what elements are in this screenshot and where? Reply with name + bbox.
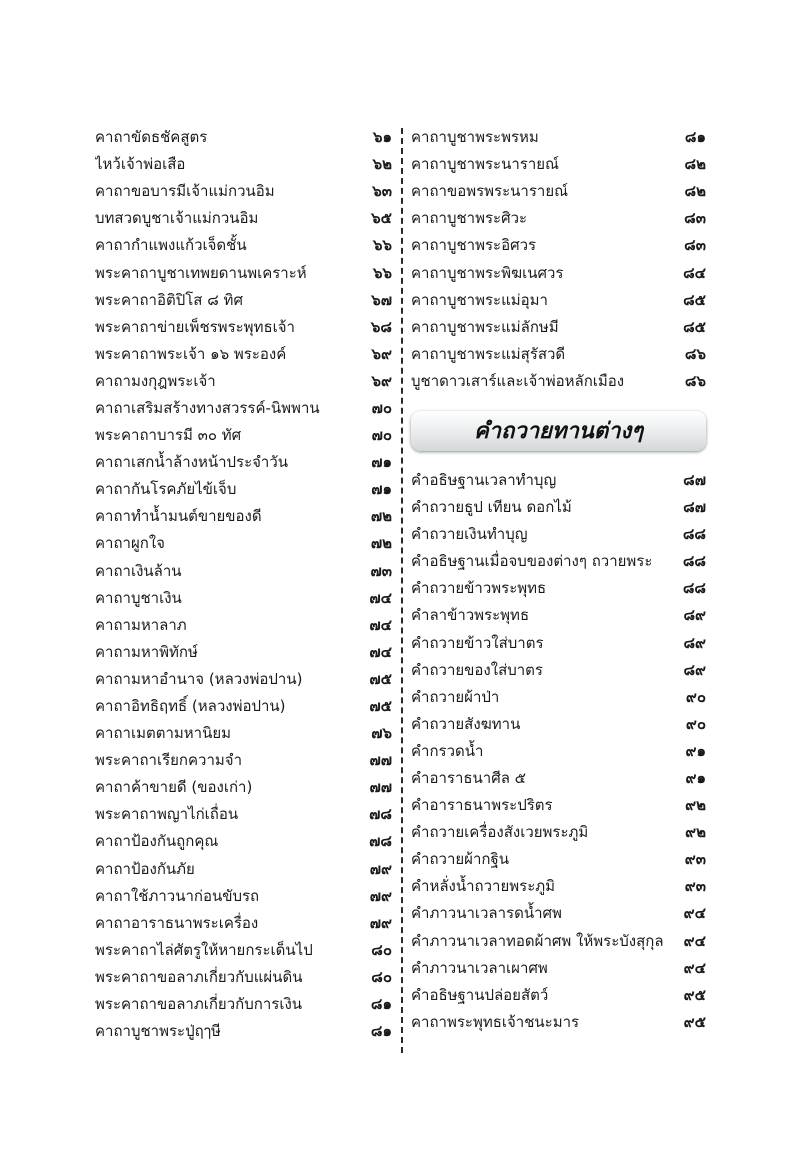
section-header-offerings [411, 411, 706, 451]
toc-entry-page: ๘๓ [684, 236, 706, 255]
toc-entry [411, 684, 706, 711]
toc-entry-page: ๘๔ [683, 263, 706, 282]
toc-entry-page: ๘๙ [683, 633, 706, 652]
toc-entry-page: ๙๔ [683, 904, 706, 923]
toc-entry [95, 801, 392, 828]
toc-entry-title: พระคาถาบารมี ๓๐ ทัศ [95, 426, 242, 445]
toc-entry-title: คำถวายข้าวใส่บาตร [411, 633, 544, 652]
toc-entry-title: คำถวายธูป เทียน ดอกไม้ [411, 498, 572, 517]
toc-entry-title: พระคาถาพระเจ้า ๑๖ พระองค์ [95, 344, 287, 363]
toc-entry-title: คาถาบูชาพระศิวะ [411, 209, 528, 228]
toc-entry-title: คาถาบูชาพระแม่สุรัสวดี [411, 344, 566, 363]
toc-entry-title: คำถวายเงินทำบุญ [411, 525, 528, 544]
toc-entry-page: ๘๙ [683, 660, 706, 679]
toc-entry [411, 792, 706, 819]
toc-entry [411, 982, 706, 1009]
toc-entry-page: ๘๑ [370, 1022, 392, 1041]
column-divider [401, 128, 403, 1053]
toc-entry [411, 900, 706, 927]
toc-entry [411, 205, 706, 232]
toc-entry-title: คำภาวนาเวลารดน้ำศพ [411, 904, 562, 923]
toc-entry-title: พระคาถาไล่ศัตรูให้หายกระเด็นไป [95, 940, 313, 959]
toc-entry-page: ๗๑ [371, 480, 392, 499]
toc-right-top-list [411, 124, 706, 395]
toc-entry-page: ๖๘ [370, 317, 392, 336]
toc-entry [95, 259, 392, 286]
toc-entry-title: ไหว้เจ้าพ่อเสือ [95, 155, 186, 174]
toc-entry-page: ๘๕ [683, 317, 706, 336]
toc-entry [95, 232, 392, 259]
toc-entry-page: ๙๒ [685, 796, 706, 815]
toc-entry [411, 928, 706, 955]
section-title: คำถวายทานต่างๆ [473, 418, 644, 445]
toc-entry-page: ๗๔ [369, 642, 392, 661]
toc-entry-title: คาถาผูกใจ [95, 534, 165, 553]
toc-entry [95, 612, 392, 639]
toc-entry-page: ๙๐ [685, 687, 706, 706]
toc-entry-title: คาถาเงินล้าน [95, 561, 182, 580]
toc-entry [95, 178, 392, 205]
toc-entry-title: คาถาขัดธชัคสูตร [95, 128, 208, 147]
toc-entry-page: ๘๘ [682, 552, 706, 571]
toc-entry-title: คาถาใช้ภาวนาก่อนขับรถ [95, 886, 260, 905]
toc-entry-page: ๘๓ [684, 209, 706, 228]
toc-entry [411, 341, 706, 368]
toc-entry-title: คำถวายเครื่องสังเวยพระภูมิ [411, 823, 589, 842]
toc-entry-page: ๙๓ [684, 877, 706, 896]
toc-entry-page: ๙๔ [683, 958, 706, 977]
toc-entry-page: ๖๗ [371, 290, 392, 309]
toc-entry [95, 964, 392, 991]
toc-entry-title: คาถาทำน้ำมนต์ขายของดี [95, 507, 262, 526]
toc-entry-title: คำอาราธนาพระปริตร [411, 796, 553, 815]
toc-entry [95, 774, 392, 801]
toc-entry-page: ๗๙ [369, 913, 392, 932]
toc-entry-page: ๖๙ [371, 371, 392, 390]
toc-entry-page: ๘๙ [683, 606, 706, 625]
toc-entry [95, 395, 392, 422]
toc-entry [411, 178, 706, 205]
toc-entry [411, 765, 706, 792]
toc-entry [411, 494, 706, 521]
toc-entry [411, 602, 706, 629]
toc-entry-title: คาถาพระพุทธเจ้าชนะมาร [411, 1012, 580, 1031]
toc-entry-page: ๘๖ [684, 371, 706, 390]
toc-entry [411, 232, 706, 259]
toc-entry [95, 883, 392, 910]
toc-entry [95, 666, 392, 693]
toc-entry-page: ๖๓ [372, 182, 392, 201]
toc-entry [95, 856, 392, 883]
toc-entry-title: คาถาขอพรพระนารายณ์ [411, 182, 569, 201]
toc-entry [411, 259, 706, 286]
toc-entry-page: ๙๒ [685, 823, 706, 842]
toc-entry-page: ๖๙ [371, 344, 392, 363]
toc-entry-page: ๘๑ [370, 995, 392, 1014]
toc-entry-title: คำอธิษฐานปล่อยสัตว์ [411, 985, 549, 1004]
toc-entry-page: ๘๒ [684, 182, 706, 201]
toc-entry-title: คำอธิษฐานเมื่อจบของต่างๆ ถวายพระ [411, 552, 653, 571]
toc-entry-title: คาถาป้องกันถูกคุณ [95, 832, 219, 851]
toc-entry [411, 955, 706, 982]
toc-entry [95, 937, 392, 964]
toc-entry-page: ๖๖ [372, 236, 392, 255]
toc-entry-page: ๘๕ [683, 290, 706, 309]
toc-entry-title: พระคาถาพญาไก่เถื่อน [95, 805, 239, 824]
toc-entry-page: ๗๒ [370, 534, 392, 553]
toc-entry-title: คาถาป้องกันภัย [95, 859, 195, 878]
toc-entry-page: ๗๘ [369, 832, 392, 851]
toc-entry [95, 287, 392, 314]
toc-entry [411, 368, 706, 395]
toc-entry-page: ๖๑ [372, 128, 392, 147]
toc-entry-title: คาถาบูชาพระนารายณ์ [411, 155, 559, 174]
toc-entry-title: คาถามหาอำนาจ (หลวงพ่อปาน) [95, 669, 303, 688]
toc-entry-page: ๗๔ [369, 588, 392, 607]
toc-entry [411, 1009, 706, 1036]
toc-entry [95, 910, 392, 937]
toc-entry-title: คาถาเมตตามหานิยม [95, 724, 232, 743]
toc-entry-page: ๖๒ [372, 155, 392, 174]
toc-entry [411, 287, 706, 314]
toc-entry-title: พระคาถาอิติปิโส ๘ ทิศ [95, 290, 243, 309]
toc-entry [411, 467, 706, 494]
toc-entry [411, 711, 706, 738]
toc-entry-title: คาถาเสริมสร้างทางสวรรค์-นิพพาน [95, 398, 320, 417]
toc-entry [95, 314, 392, 341]
toc-entry-page: ๙๑ [685, 769, 706, 788]
toc-entry-title: คำอธิษฐานเวลาทำบุญ [411, 470, 557, 489]
toc-entry-page: ๗๙ [369, 859, 392, 878]
toc-entry-title: คาถาค้าขายดี (ของเก่า) [95, 778, 253, 797]
toc-entry [411, 575, 706, 602]
toc-right-bottom-list [411, 467, 706, 1036]
toc-entry [411, 846, 706, 873]
toc-entry-title: พระคาถาขอลาภเกี่ยวกับแผ่นดิน [95, 967, 303, 986]
toc-entry [411, 151, 706, 178]
toc-entry-page: ๗๐ [371, 426, 392, 445]
toc-entry-page: ๗๔ [369, 615, 392, 634]
toc-entry-title: คาถากันโรคภัยไข้เจ็บ [95, 480, 237, 499]
toc-entry-title: คำถวายข้าวพระพุทธ [411, 579, 547, 598]
toc-right-column [411, 124, 706, 1036]
toc-entry-page: ๗๘ [369, 805, 392, 824]
toc-entry [95, 151, 392, 178]
toc-entry-page: ๗๙ [369, 886, 392, 905]
toc-entry-page: ๗๕ [369, 669, 392, 688]
toc-entry-page: ๘๗ [683, 470, 706, 489]
toc-entry-title: คาถามงกุฎพระเจ้า [95, 371, 216, 390]
toc-entry-page: ๙๕ [683, 985, 706, 1004]
toc-entry-title: คาถามหาลาภ [95, 615, 187, 634]
toc-entry [411, 314, 706, 341]
toc-entry [411, 548, 706, 575]
toc-entry-title: คาถามหาพิทักษ์ [95, 642, 198, 661]
toc-entry [411, 630, 706, 657]
toc-entry-title: คาถาอาราธนาพระเครื่อง [95, 913, 259, 932]
toc-entry-page: ๖๕ [371, 209, 392, 228]
toc-entry [95, 503, 392, 530]
toc-entry-title: คาถาบูชาพระพิฆเนศวร [411, 263, 564, 282]
toc-entry [95, 476, 392, 503]
toc-entry-title: พระคาถาขอลาภเกี่ยวกับการเงิน [95, 995, 303, 1014]
toc-entry-page: ๙๔ [683, 931, 706, 950]
toc-entry-title: คำภาวนาเวลาเผาศพ [411, 958, 548, 977]
toc-entry [411, 738, 706, 765]
toc-entry-page: ๙๕ [683, 1012, 706, 1031]
toc-entry-title: คำอาราธนาศีล ๕ [411, 769, 527, 788]
toc-entry-page: ๗๗ [369, 778, 392, 797]
toc-entry-page: ๙๑ [685, 741, 706, 760]
toc-entry-title: พระคาถาข่ายเพ็ชรพระพุทธเจ้า [95, 317, 295, 336]
toc-entry [411, 657, 706, 684]
toc-entry-page: ๘๑ [684, 128, 706, 147]
toc-entry-title: คำถวายผ้ากฐิน [411, 850, 509, 869]
toc-entry [411, 124, 706, 151]
toc-entry-title: บูชาดาวเสาร์และเจ้าพ่อหลักเมือง [411, 371, 625, 390]
toc-entry-page: ๗๕ [369, 697, 392, 716]
toc-entry-title: คาถาบูชาพระแม่อุมา [411, 290, 548, 309]
toc-left-column [95, 124, 392, 1045]
toc-entry [411, 873, 706, 900]
toc-entry-title: พระคาถาบูชาเทพยดานพเคราะห์ [95, 263, 307, 282]
toc-entry [95, 449, 392, 476]
toc-entry-page: ๘๘ [682, 525, 706, 544]
toc-entry-title: คำลาข้าวพระพุทธ [411, 606, 530, 625]
toc-entry-title: บทสวดบูชาเจ้าแม่กวนอิม [95, 209, 259, 228]
toc-entry [95, 558, 392, 585]
toc-entry-title: คาถาอิทธิฤทธิ์ (หลวงพ่อปาน) [95, 697, 286, 716]
toc-entry [95, 828, 392, 855]
toc-entry-page: ๗๗ [369, 751, 392, 770]
toc-entry-page: ๙๓ [684, 850, 706, 869]
toc-entry-title: คาถาบูชาพระแม่ลักษมี [411, 317, 559, 336]
toc-entry-page: ๘๘ [682, 579, 706, 598]
toc-entry-title: พระคาถาเรียกความจำ [95, 751, 242, 770]
toc-entry [95, 639, 392, 666]
toc-entry [95, 991, 392, 1018]
toc-entry-page: ๘๒ [684, 155, 706, 174]
toc-entry-page: ๘๖ [684, 344, 706, 363]
toc-entry [95, 585, 392, 612]
toc-entry [95, 693, 392, 720]
toc-entry [95, 720, 392, 747]
toc-entry-title: คาถาบูชาพระปู่ฤๅษี [95, 1022, 221, 1041]
toc-entry-title: คาถาบูชาพระพรหม [411, 128, 539, 147]
toc-entry-page: ๗๒ [370, 507, 392, 526]
toc-entry [411, 521, 706, 548]
toc-entry-title: คาถากำแพงแก้วเจ็ดชั้น [95, 236, 247, 255]
toc-entry [95, 124, 392, 151]
toc-entry [95, 530, 392, 557]
toc-entry [95, 341, 392, 368]
toc-entry-title: คาถาเสกน้ำล้างหน้าประจำวัน [95, 453, 289, 472]
toc-entry-page: ๗๑ [371, 453, 392, 472]
toc-entry-title: คำหลั่งน้ำถวายพระภูมิ [411, 877, 556, 896]
toc-entry [95, 368, 392, 395]
toc-entry-title: คำถวายสังฆทาน [411, 714, 521, 733]
toc-entry-title: คำถวายของใส่บาตร [411, 660, 543, 679]
toc-entry-title: คำภาวนาเวลาทอดผ้าศพ ให้พระบังสุกุล [411, 931, 664, 950]
toc-entry-page: ๗๓ [370, 561, 392, 580]
toc-entry [95, 205, 392, 232]
toc-entry-title: คำกรวดน้ำ [411, 741, 484, 760]
toc-entry-page: ๘๗ [683, 498, 706, 517]
toc-entry-page: ๖๖ [372, 263, 392, 282]
toc-entry-title: คำถวายผ้าป่า [411, 687, 500, 706]
toc-entry-page: ๙๐ [685, 714, 706, 733]
toc-entry [411, 819, 706, 846]
toc-entry-title: คาถาขอบารมีเจ้าแม่กวนอิม [95, 182, 275, 201]
toc-entry-title: คาถาบูชาเงิน [95, 588, 182, 607]
toc-entry-page: ๗๐ [371, 398, 392, 417]
toc-entry-title: คาถาบูชาพระอิศวร [411, 236, 537, 255]
toc-entry [95, 1018, 392, 1045]
toc-entry-page: ๗๖ [371, 724, 392, 743]
toc-entry [95, 422, 392, 449]
toc-entry-page: ๘๐ [371, 940, 392, 959]
toc-entry [95, 747, 392, 774]
toc-entry-page: ๘๐ [371, 967, 392, 986]
